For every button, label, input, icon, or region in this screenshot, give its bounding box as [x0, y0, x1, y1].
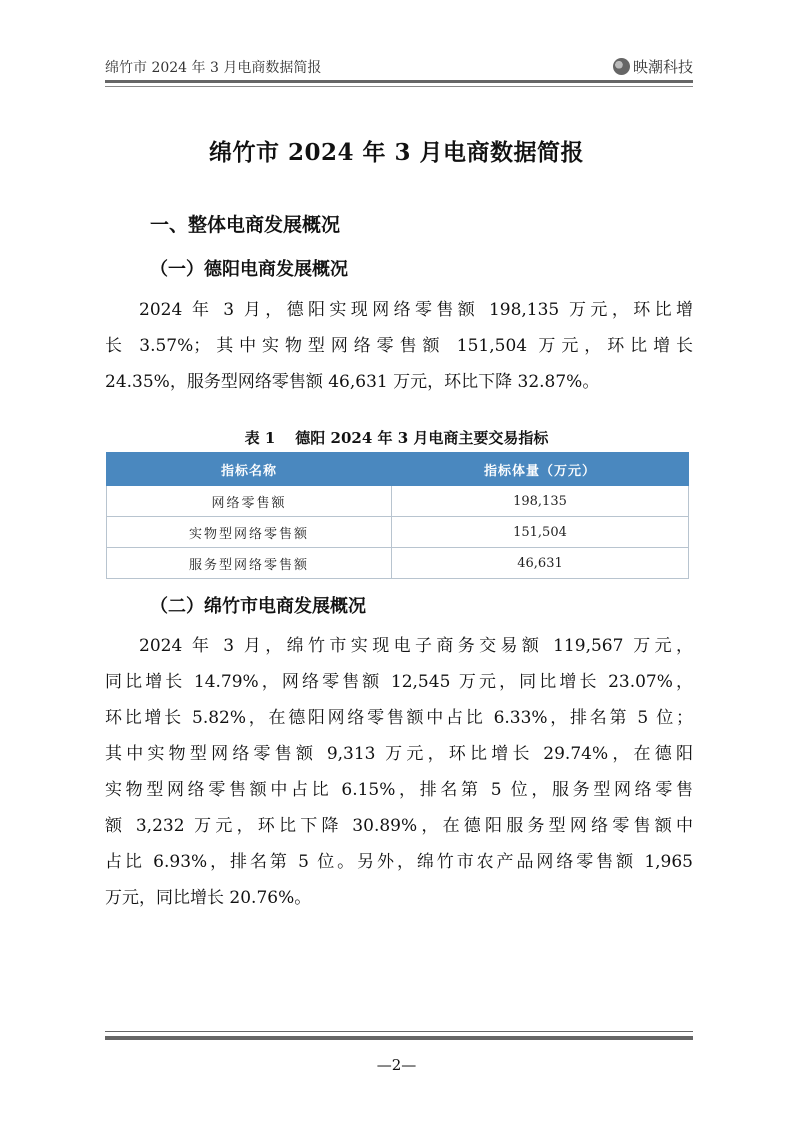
table-header-row — [107, 453, 689, 486]
table-row — [107, 548, 689, 579]
footer-divider — [105, 1036, 693, 1040]
paragraph-mianzhu — [105, 628, 693, 916]
subsection-heading-deyang: （一）德阳电商发展概况 — [150, 259, 348, 280]
paragraph-line: 额 3,232 万元，环比下降 30.89%，在德阳服务型网络零售额中 — [105, 816, 693, 836]
deyang-indicator-table — [106, 452, 689, 579]
paragraph-line: 同比增长 14.79%，网络零售额 12,545 万元，同比增长 23.07%， — [105, 672, 693, 692]
table-row — [107, 517, 689, 548]
paragraph-line: 2024 年 3 月，德阳实现网络零售额 198,135 万元，环比增 — [139, 300, 693, 320]
header-divider-thin — [105, 86, 693, 87]
brand-name: 映潮科技 — [632, 58, 693, 76]
paragraph-line: 长 3.57%；其中实物型网络零售额 151,504 万元，环比增长 — [105, 336, 693, 356]
brand-logo-icon — [613, 58, 630, 75]
paragraph-line: 万元，同比增长 20.76%。 — [105, 888, 312, 908]
page-number: —2— — [376, 1056, 417, 1074]
section-heading-overview: 一、整体电商发展概况 — [150, 214, 341, 236]
table-cell-name: 网络零售额 — [107, 486, 392, 517]
brand-logo — [613, 56, 693, 77]
subsection-heading-mianzhu: （二）绵竹市电商发展概况 — [150, 596, 366, 617]
table-row — [107, 486, 689, 517]
table-header-cell: 指标名称 — [107, 453, 392, 486]
paragraph-line: 实物型网络零售额中占比 6.15%，排名第 5 位，服务型网络零售 — [105, 780, 693, 800]
paragraph-line: 2024 年 3 月，绵竹市实现电子商务交易额 119,567 万元， — [139, 636, 693, 656]
table-cell-value: 151,504 — [392, 517, 689, 548]
table-header-cell: 指标体量（万元） — [392, 453, 689, 486]
paragraph-line: 占比 6.93%，排名第 5 位。另外，绵竹市农产品网络零售额 1,965 — [105, 852, 693, 872]
paragraph-deyang — [105, 292, 693, 400]
table-cell-name: 实物型网络零售额 — [107, 517, 392, 548]
table-cell-value: 46,631 — [392, 548, 689, 579]
table-caption — [0, 427, 793, 448]
page-header — [105, 52, 693, 82]
header-divider — [105, 80, 693, 83]
header-title: 绵竹市 2024 年 3 月电商数据简报 — [105, 60, 322, 76]
table-caption-text: 德阳 2024 年 3 月电商主要交易指标 — [295, 429, 549, 447]
paragraph-line: 环比增长 5.82%，在德阳网络零售额中占比 6.33%，排名第 5 位； — [105, 708, 693, 728]
document-title: 绵竹市 2024 年 3 月电商数据简报 — [208, 139, 585, 166]
table-cell-value: 198,135 — [392, 486, 689, 517]
paragraph-line: 其中实物型网络零售额 9,313 万元，环比增长 29.74%，在德阳 — [105, 744, 693, 764]
paragraph-line: 24.35%，服务型网络零售额 46,631 万元，环比下降 32.87%。 — [105, 372, 600, 392]
table-caption-number: 表 1 — [244, 429, 276, 447]
footer-divider-thin — [105, 1031, 693, 1032]
table-cell-name: 服务型网络零售额 — [107, 548, 392, 579]
